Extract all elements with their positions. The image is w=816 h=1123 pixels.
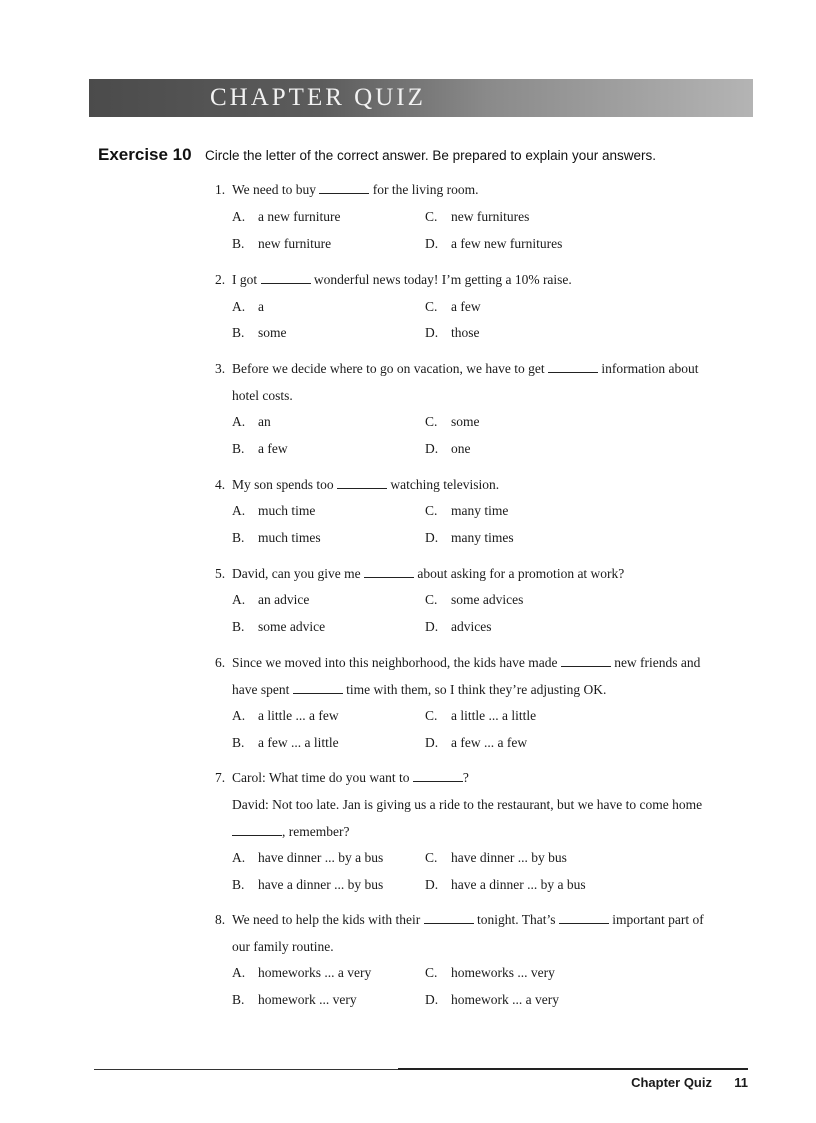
question-2-line-1: 2. I got wonderful news today! I’m getting a 10% raise. <box>215 272 572 287</box>
option-c[interactable]: C. many time <box>425 503 509 518</box>
answer-blank <box>561 655 611 667</box>
question-number: 2. <box>215 272 226 287</box>
option-c[interactable]: C. homeworks ... very <box>425 965 555 980</box>
option-d[interactable]: D. advices <box>425 619 492 634</box>
option-b[interactable]: B. a few ... a little <box>232 735 339 750</box>
question-7-line-2: David: Not too late. Jan is giving us a ride to the restaurant, but we have to come home <box>232 797 703 812</box>
option-a[interactable]: A. much time <box>232 503 316 518</box>
question-4-line-1: 4. My son spends too watching television. <box>215 477 500 492</box>
footer-rule-accent <box>398 1068 748 1070</box>
question-6-line-1: 6. Since we moved into this neighborhood, the kids have made new friends and <box>215 655 701 670</box>
answer-blank <box>413 770 463 782</box>
option-d[interactable]: D. those <box>425 325 480 340</box>
option-c[interactable]: C. some <box>425 414 480 429</box>
question-8-line-1: 8. We need to help the kids with their tonight. That’s important part of <box>215 912 704 927</box>
chapter-title: CHAPTER QUIZ <box>210 84 426 111</box>
question-1-line-1: 1. We need to buy for the living room. <box>215 182 479 197</box>
option-a[interactable]: A. a new furniture <box>232 209 341 224</box>
exercise-instruction: Circle the letter of the correct answer. Be prepared to explain your answers. <box>205 148 656 163</box>
option-c[interactable]: C. a little ... a little <box>425 708 537 723</box>
question-number: 7. <box>215 770 226 785</box>
option-d[interactable]: D. a few new furnitures <box>425 236 563 251</box>
option-c[interactable]: C. some advices <box>425 592 524 607</box>
option-c[interactable]: C. have dinner ... by bus <box>425 850 567 865</box>
option-b[interactable]: B. new furniture <box>232 236 332 251</box>
option-d[interactable]: D. have a dinner ... by a bus <box>425 877 586 892</box>
option-b[interactable]: B. some advice <box>232 619 326 634</box>
answer-blank <box>548 361 598 373</box>
question-number: 5. <box>215 566 226 581</box>
option-b[interactable]: B. homework ... very <box>232 992 357 1007</box>
question-number: 4. <box>215 477 226 492</box>
option-a[interactable]: A. an <box>232 414 271 429</box>
page-number: 11 <box>734 1075 748 1090</box>
chapter-banner <box>89 79 753 117</box>
question-number: 8. <box>215 912 226 927</box>
footer-label: Chapter Quiz <box>631 1075 712 1090</box>
question-3-line-1: 3. Before we decide where to go on vacation, we have to get information about <box>215 361 699 376</box>
question-number: 3. <box>215 361 226 376</box>
option-d[interactable]: D. homework ... a very <box>425 992 559 1007</box>
question-6-line-2: have spent time with them, so I think they’re adjusting OK. <box>232 682 607 697</box>
question-number: 1. <box>215 182 226 197</box>
option-d[interactable]: D. a few ... a few <box>425 735 528 750</box>
answer-blank <box>293 682 343 694</box>
question-5-line-1: 5. David, can you give me about asking for a promotion at work? <box>215 566 625 581</box>
answer-blank <box>337 477 387 489</box>
option-c[interactable]: C. new furnitures <box>425 209 530 224</box>
option-a[interactable]: A. a <box>232 299 264 314</box>
option-d[interactable]: D. one <box>425 441 471 456</box>
answer-blank <box>232 824 282 836</box>
option-a[interactable]: A. an advice <box>232 592 310 607</box>
question-7-line-3: , remember? <box>232 823 349 841</box>
question-7-line-1: 7. Carol: What time do you want to ? <box>215 770 469 785</box>
answer-blank <box>261 272 311 284</box>
question-number: 6. <box>215 655 226 670</box>
option-a[interactable]: A. have dinner ... by a bus <box>232 850 384 865</box>
answer-blank <box>364 566 414 578</box>
answer-blank <box>424 912 474 924</box>
question-3-line-2: hotel costs. <box>232 388 293 403</box>
option-a[interactable]: A. a little ... a few <box>232 708 339 723</box>
option-b[interactable]: B. have a dinner ... by bus <box>232 877 384 892</box>
option-c[interactable]: C. a few <box>425 299 481 314</box>
option-b[interactable]: B. a few <box>232 441 288 456</box>
answer-blank <box>559 912 609 924</box>
question-8-line-2: our family routine. <box>232 939 334 954</box>
answer-blank <box>319 182 369 194</box>
option-b[interactable]: B. much times <box>232 530 321 545</box>
option-d[interactable]: D. many times <box>425 530 514 545</box>
exercise-label: Exercise 10 <box>98 145 192 164</box>
option-a[interactable]: A. homeworks ... a very <box>232 965 372 980</box>
option-b[interactable]: B. some <box>232 325 287 340</box>
